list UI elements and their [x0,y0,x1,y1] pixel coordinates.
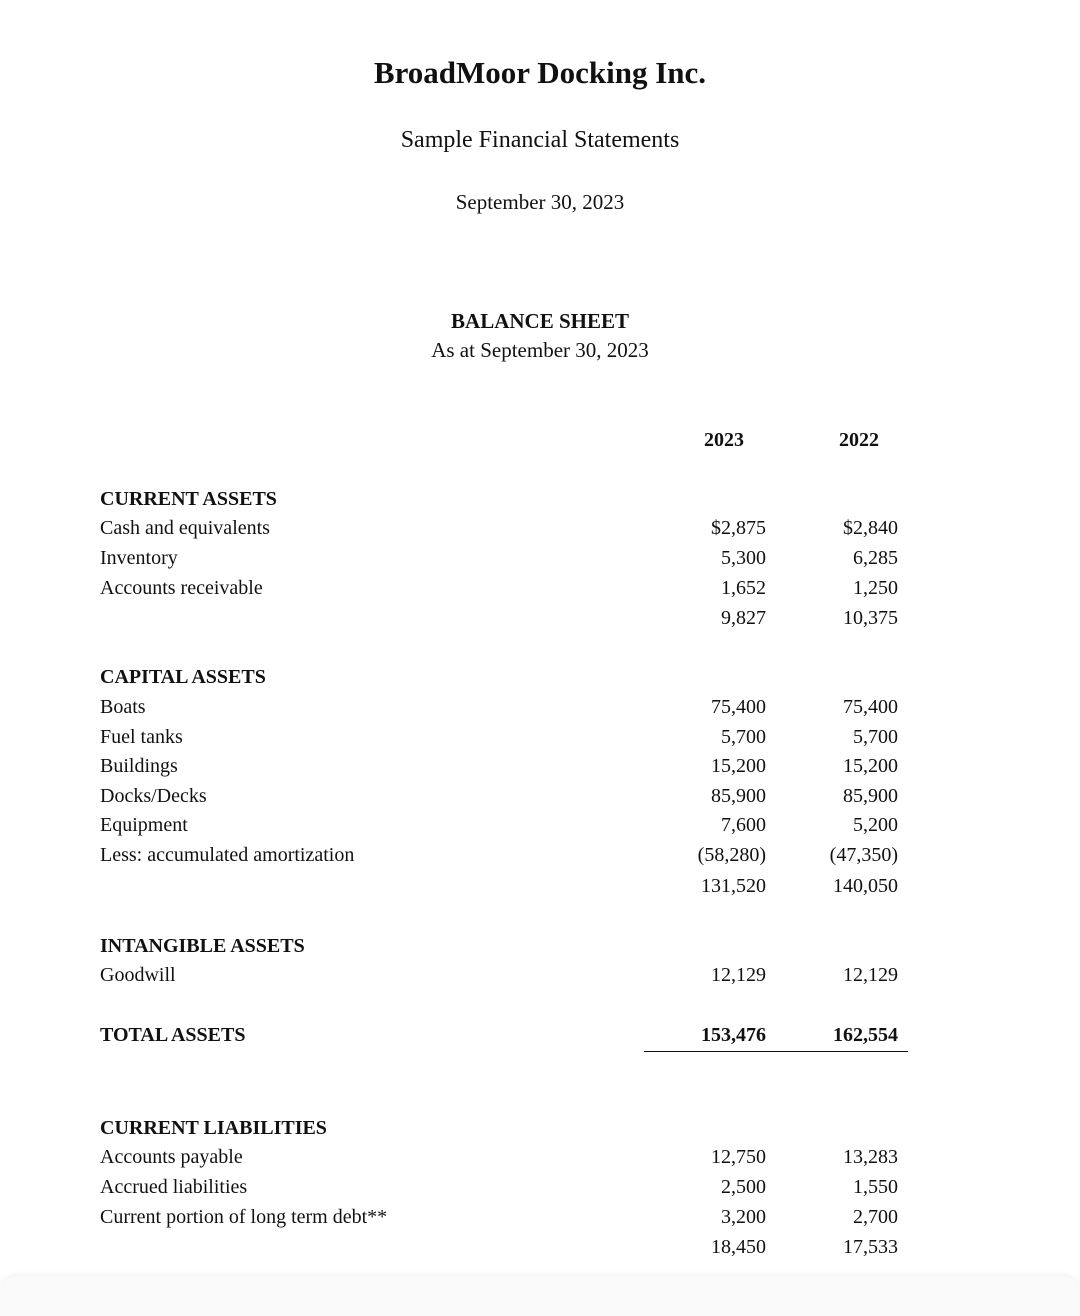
value-2023: 3,200 [721,1206,766,1228]
value-2023: 7,600 [721,814,766,836]
row-label: Equipment [100,814,188,836]
total-underline [644,1051,908,1052]
value-2023: 5,300 [721,547,766,569]
value-2022: 5,700 [853,726,898,748]
row-label: Cash and equivalents [100,517,270,539]
value-2023: 2,500 [721,1176,766,1198]
row-label: Accounts payable [100,1146,243,1168]
row-label: Buildings [100,755,178,777]
value-2023: 15,200 [711,755,766,777]
section-heading: INTANGIBLE ASSETS [100,935,305,957]
value-2022: 17,533 [843,1236,898,1258]
value-2023: 131,520 [701,875,766,897]
row-label: Inventory [100,547,178,569]
value-2023: 1,652 [721,577,766,599]
value-2022: (47,350) [829,844,898,866]
value-2023: 85,900 [711,785,766,807]
value-2022: 140,050 [833,875,898,897]
row-label: Boats [100,696,146,718]
row-label: Fuel tanks [100,726,183,748]
column-header-2022: 2022 [839,429,879,451]
company-name: BroadMoor Docking Inc. [373,55,707,90]
document-date: September 30, 2023 [455,190,625,214]
value-2022: 75,400 [843,696,898,718]
row-label: Docks/Decks [100,785,207,807]
value-2023: 18,450 [711,1236,766,1258]
row-label: Current portion of long term debt** [100,1206,388,1228]
document-subtitle: Sample Financial Statements [400,127,680,153]
value-2022: 10,375 [843,607,898,629]
statement-as-at: As at September 30, 2023 [431,338,649,362]
value-2022: 85,900 [843,785,898,807]
value-2022: 5,200 [853,814,898,836]
row-label: Less: accumulated amortization [100,844,355,866]
value-2023: 9,827 [721,607,766,629]
value-2022: 15,200 [843,755,898,777]
value-2023: 5,700 [721,726,766,748]
row-label: Goodwill [100,964,176,986]
value-2022: 13,283 [843,1146,898,1168]
row-label: Accrued liabilities [100,1176,248,1198]
value-2023: (58,280) [697,844,766,866]
statement-title: BALANCE SHEET [451,309,629,333]
value-2023: 75,400 [711,696,766,718]
value-2022: $2,840 [843,517,898,539]
value-2022: 162,554 [833,1024,898,1046]
value-2022: 1,550 [853,1176,898,1198]
value-2022: 12,129 [843,964,898,986]
value-2022: 6,285 [853,547,898,569]
row-label: Accounts receivable [100,577,263,599]
row-label: TOTAL ASSETS [100,1024,246,1046]
value-2022: 2,700 [853,1206,898,1228]
value-2023: $2,875 [711,517,766,539]
value-2023: 153,476 [701,1024,766,1046]
value-2023: 12,129 [711,964,766,986]
value-2022: 1,250 [853,577,898,599]
section-heading: CURRENT ASSETS [100,488,277,510]
value-2023: 12,750 [711,1146,766,1168]
column-header-2023: 2023 [704,429,744,451]
bottom-panel [0,1276,1080,1316]
section-heading: CAPITAL ASSETS [100,666,266,688]
section-heading: CURRENT LIABILITIES [100,1117,327,1139]
